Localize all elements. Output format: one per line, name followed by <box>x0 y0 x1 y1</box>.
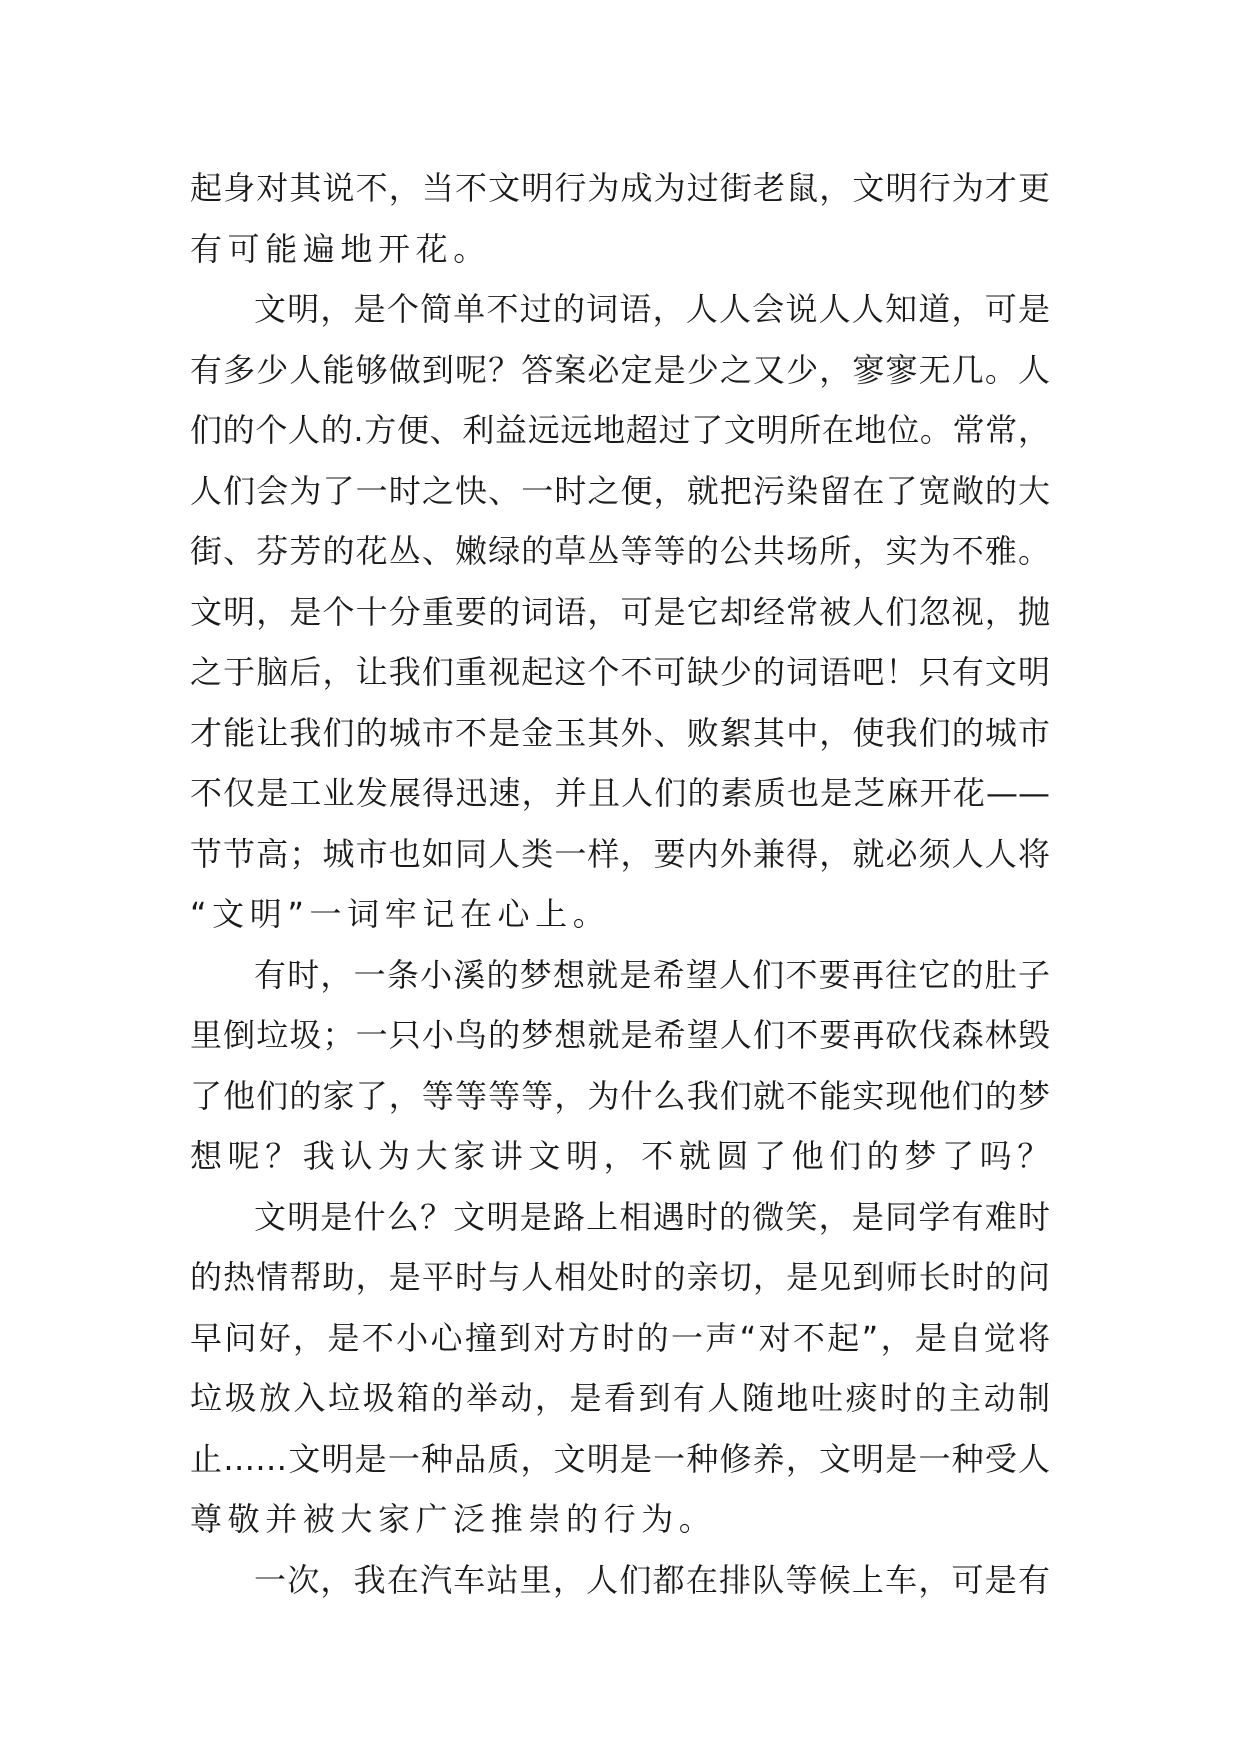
text-line: 文明，是个十分重要的词语，可是它却经常被人们忽视，抛 <box>190 592 1050 631</box>
text-line: 不仅是工业发展得迅速，并且人们的素质也是芝麻开花—— <box>190 774 1050 812</box>
text-line: 起身对其说不，当不文明行为成为过街老鼠，文明行为才更 <box>190 169 1050 207</box>
text-line: 才能让我们的城市不是金玉其外、败絮其中，使我们的城市 <box>190 713 1050 752</box>
text-line: 里倒垃圾；一只小鸟的梦想就是希望人们不要再砍伐森林毁 <box>190 1016 1050 1054</box>
text-line: 有多少人能够做到呢？答案必定是少之又少，寥寥无几。人 <box>190 350 1050 389</box>
text-line: 文明，是个简单不过的词语，人人会说人人知道，可是 <box>254 290 1050 328</box>
text-line: 节节高；城市也如同人类一样，要内外兼得，就必须人人将 <box>190 834 1050 873</box>
text-line: 的热情帮助，是平时与人相处时的亲切，是见到师长时的问 <box>190 1258 1050 1296</box>
body-text <box>190 158 1055 1610</box>
text-line: 们的个人的.方便、利益远远地超过了文明所在地位。常常， <box>190 411 1050 449</box>
text-line: “文明”一词牢记在心上。 <box>190 895 611 933</box>
text-line: 止……文明是一种品质，文明是一种修养，文明是一种受人 <box>190 1439 1050 1478</box>
text-line: 垃圾放入垃圾箱的举动，是看到有人随地吐痰时的主动制 <box>190 1379 1050 1417</box>
text-line: 街、芬芳的花丛、嫩绿的草丛等等的公共场所，实为不雅。 <box>190 532 1050 570</box>
text-line: 文明是什么？文明是路上相遇时的微笑，是同学有难时 <box>254 1197 1050 1236</box>
text-line: 想呢？我认为大家讲文明，不就圆了他们的梦了吗？ <box>190 1137 1055 1175</box>
text-line: 有时，一条小溪的梦想就是希望人们不要再往它的肚子 <box>254 955 1050 994</box>
text-line: 人们会为了一时之快、一时之便，就把污染留在了宽敞的大 <box>190 471 1050 510</box>
text-line: 一次，我在汽车站里，人们都在排队等候上车，可是有 <box>254 1560 1050 1599</box>
text-line: 了他们的家了，等等等等，为什么我们就不能实现他们的梦 <box>190 1076 1050 1115</box>
text-line: 早问好，是不小心撞到对方时的一声“对不起”，是自觉将 <box>190 1318 1050 1357</box>
text-line: 尊敬并被大家广泛推崇的行为。 <box>190 1500 717 1538</box>
text-line: 有可能遍地开花。 <box>190 229 491 268</box>
text-line: 之于脑后，让我们重视起这个不可缺少的词语吧！只有文明 <box>190 653 1050 691</box>
